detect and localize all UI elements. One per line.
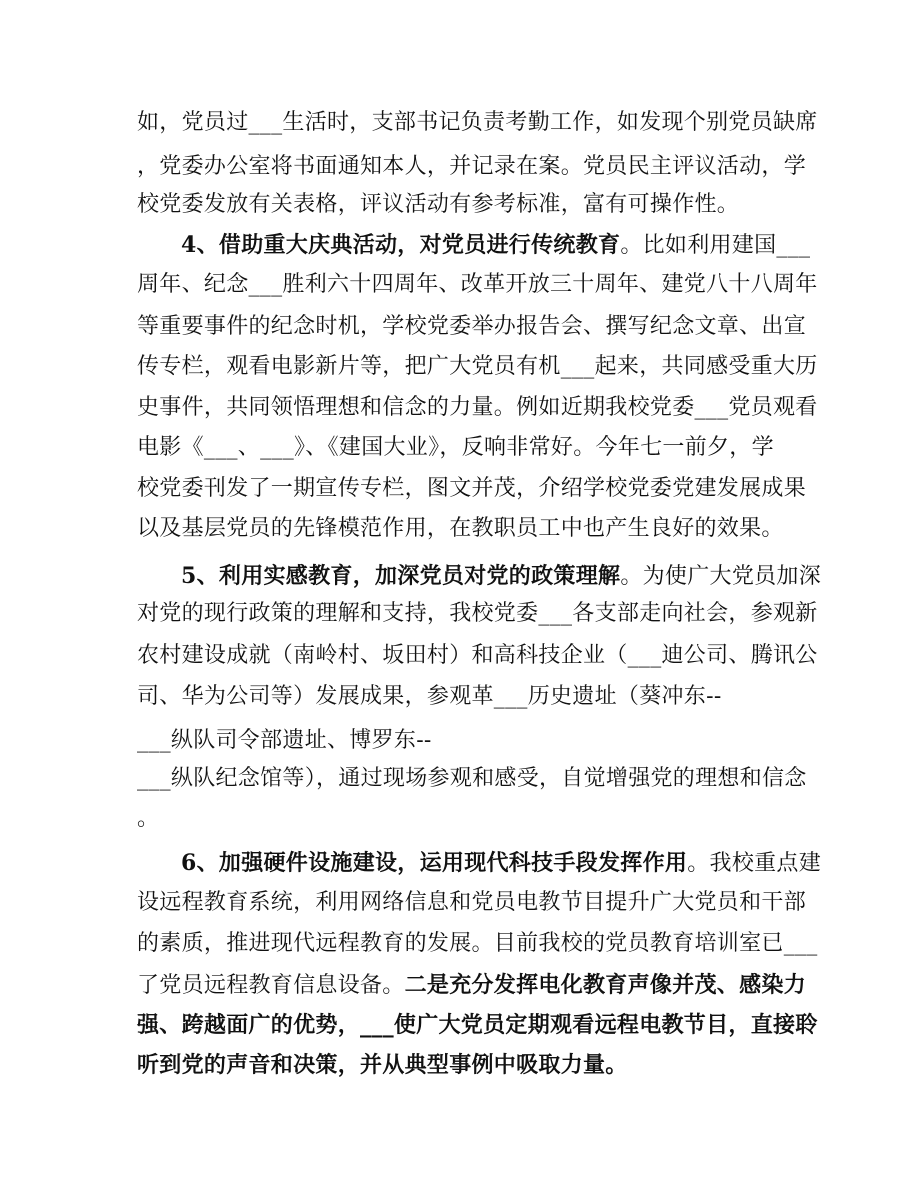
paragraph-4-line-2: 设远程教育系统，利用网络信息和党员电教节目提升广大党员和干部 — [137, 890, 807, 915]
paragraph-3-line-4: 司、华为公司等）发展成果，参观革___历史遗址（葵冲东-- — [137, 684, 722, 709]
paragraph-2-line-7: 校党委刊发了一期宣传专栏，图文并茂，介绍学校党委党建发展成果 — [137, 476, 807, 501]
paragraph-3-line-3: 农村建设成就（南岭村、坂田村）和高科技企业（___迪公司、腾讯公 — [137, 643, 818, 668]
paragraph-3-line-6: ___纵队纪念馆等），通过现场参观和感受，自觉增强党的理想和信念 — [137, 766, 807, 791]
paragraph-2-line-4: 传专栏，观看电影新片等，把广大党员有机___起来，共同感受重大历 — [137, 354, 818, 379]
paragraph-1-line-2: ，党委办公室将书面通知本人，并记录在案。党员民主评议活动，学 — [137, 154, 807, 179]
paragraph-4-line-4: 了党员远程教育信息设备。二是充分发挥电化教育声像并茂、感染力 — [137, 972, 807, 998]
paragraph-3-line-1: 5、利用实感教育，加深党员对党的政策理解。为使广大党员加深 — [181, 563, 822, 589]
paragraph-2-line-5: 史事件，共同领悟理想和信念的力量。例如近期我校党委___党员观看 — [137, 395, 818, 420]
paragraph-4-line-3: 的素质，推进现代远程教育的发展。目前我校的党员教育培训室已___ — [137, 931, 818, 956]
paragraph-2-line-8: 以及基层党员的先锋模范作用，在教职员工中也产生良好的效果。 — [137, 516, 784, 541]
section-4-heading: 4、借助重大庆典活动，对党员进行传统教育 — [181, 232, 621, 258]
paragraph-1-line-1: 如，党员过___生活时，支部书记负责考勤工作，如发现个别党员缺席 — [137, 110, 818, 135]
paragraph-1-line-3: 校党委发放有关表格，评议活动有参考标准，富有可操作性。 — [137, 192, 740, 217]
paragraph-3-line-2: 对党的现行政策的理解和支持，我校党委___各支部走向社会，参观新 — [137, 601, 818, 626]
paragraph-3-line-7: 。 — [137, 806, 160, 831]
paragraph-2-line-6: 电影《___、___》、《建国大业》，反响非常好。今年七一前夕，学 — [137, 435, 774, 460]
paragraph-2-line-3: 等重要事件的纪念时机，学校党委举办报告会、撰写纪念文章、出宣 — [137, 314, 807, 339]
paragraph-3-line-5: ___纵队司令部遗址、博罗东-- — [137, 728, 432, 753]
paragraph-2-line-2: 周年、纪念___胜利六十四周年、改革开放三十周年、建党八十八周年 — [137, 272, 818, 297]
paragraph-2-line-1: 4、借助重大庆典活动，对党员进行传统教育。比如利用建国___ — [181, 232, 811, 258]
paragraph-4-line-1: 6、加强硬件设施建设，运用现代科技手段发挥作用。我校重点建 — [181, 850, 822, 876]
paragraph-4-line-5: 强、跨越面广的优势，___使广大党员定期观看远程电教节目，直接聆 — [137, 1012, 818, 1038]
section-5-heading: 5、利用实感教育，加深党员对党的政策理解 — [181, 563, 621, 589]
section-6-heading: 6、加强硬件设施建设，运用现代科技手段发挥作用 — [181, 850, 688, 876]
paragraph-4-line-6: 听到党的声音和决策，并从典型事例中吸取力量。 — [137, 1052, 628, 1078]
